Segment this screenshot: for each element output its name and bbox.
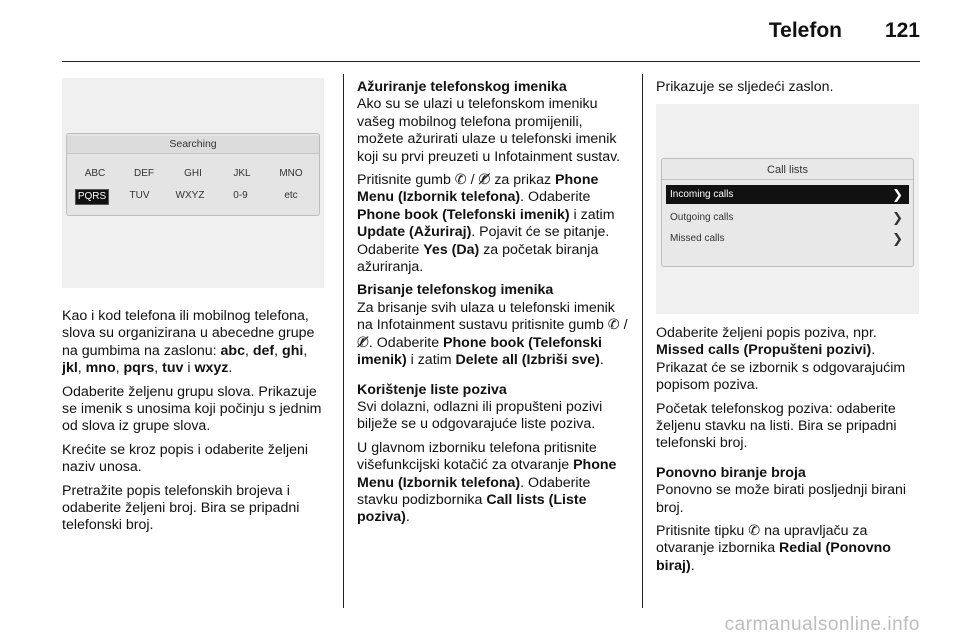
section-heading: Korištenje liste poziva	[357, 381, 507, 398]
key-0-9: 0-9	[233, 190, 248, 201]
section-heading: Ponovno biranje broja	[656, 464, 806, 481]
key-pqrs: PQRS	[75, 189, 109, 205]
key-abc: ABC	[84, 168, 106, 179]
phone-icon: ✆	[748, 523, 761, 540]
keypad-row	[75, 167, 311, 181]
paragraph: Odaberite željeni popis poziva, npr. Missed calls (Propušteni pozivi). Prikazat će se izbornik s odgovarajućim popisom poziva.	[656, 325, 906, 394]
call-lists-title: Call lists	[662, 162, 913, 180]
column-middle	[357, 79, 633, 533]
list-item-label: Outgoing calls	[670, 212, 734, 223]
paragraph: Prikazuje se sljedeći zaslon.	[656, 79, 834, 95]
paragraph: Pritisnite tipku ✆ na upravljaču za otvaranje izbornika Redial (Ponovno biraj).	[656, 523, 891, 574]
paragraph: Kao i kod telefona ili mobilnog telefona, slova su organizirana u abecedne grupe na gumbima na zaslonu: abc, def, ghi, jkl, mno, pqrs, tuv i wxyz.	[62, 308, 315, 377]
keypad-screen-image	[62, 78, 324, 288]
key-tuv: TUV	[129, 190, 150, 201]
key-ghi: GHI	[184, 168, 202, 179]
column-divider	[642, 74, 643, 608]
paragraph: Početak telefonskog poziva: odaberite željenu stavku na listi. Bira se pripadni telefonski broj.	[656, 400, 897, 452]
key-jkl: JKL	[233, 168, 251, 179]
paragraph: Ako su se ulazi u telefonskom imeniku vašeg mobilnog telefona promijenili, možete ažurirati ulaze u telefonski imenik koji su prvi preuzeti u Infotainment sustav.	[357, 96, 621, 165]
chevron-right-icon: ❯	[892, 187, 903, 202]
phone-icon: ✆	[607, 317, 620, 334]
header-rule	[62, 61, 920, 62]
chevron-right-icon: ❯	[892, 231, 903, 246]
call-lists-display	[661, 158, 914, 267]
column-right-lower	[656, 325, 926, 581]
page-header	[0, 0, 960, 62]
page-number: 121	[884, 19, 920, 42]
paragraph: Krećite se kroz popis i odaberite željeni naziv unosa.	[62, 441, 309, 476]
paragraph: Pritisnite gumb ✆ / ✆̸ za prikaz Phone Menu (Izbornik telefona). Odaberite Phone book (Telefonski imenik) i zatim Update (Ažuriraj). Pojavit će se pitanje. Odaberite Yes (Da) za početak biranja ažuriranja.	[357, 172, 615, 276]
key-mno: MNO	[279, 168, 303, 179]
phone-off-icon: ✆̸	[357, 334, 369, 351]
paragraph: Odaberite željenu grupu slova. Prikazuje se imenik s unosima koji počinju s jednim od slova iz grupe slova.	[62, 383, 322, 435]
paragraph: Ponovno se može birati posljednji birani broj.	[656, 482, 906, 516]
paragraph: Pretražite popis telefonskih brojeva i odaberite željeni broj. Bira se pripadni telefonski broj.	[62, 482, 300, 534]
chapter-title: Telefon	[768, 19, 842, 42]
list-item-incoming-calls	[666, 185, 909, 204]
key-etc: etc	[284, 190, 298, 201]
section-heading: Ažuriranje telefonskog imenika	[357, 79, 567, 95]
keypad-title: Searching	[67, 136, 319, 154]
list-item-label: Missed calls	[670, 233, 725, 244]
call-lists-screen-image	[656, 104, 919, 314]
keypad-display	[66, 133, 320, 216]
key-def: DEF	[134, 168, 154, 179]
chevron-right-icon: ❯	[892, 210, 903, 225]
keypad-row	[75, 189, 311, 205]
list-item-outgoing-calls	[666, 208, 909, 227]
watermark: carmanualsonline.info	[724, 614, 920, 635]
phone-icon: ✆	[454, 172, 467, 189]
key-wxyz: WXYZ	[175, 190, 205, 201]
list-item-missed-calls	[666, 229, 909, 248]
paragraph: Svi dolazni, odlazni ili propušteni pozivi bilježe se u odgovarajuće liste poziva.	[357, 398, 603, 433]
column-right	[656, 79, 926, 102]
paragraph: U glavnom izborniku telefona pritisnite višefunkcijski kotačić za otvaranje Phone Menu (Izbornik telefona). Odaberite stavku podizbornika Call lists (Liste poziva).	[357, 439, 617, 526]
section-heading: Brisanje telefonskog imenika	[357, 282, 554, 299]
phone-off-icon: ✆̸	[478, 172, 491, 189]
paragraph: Za brisanje svih ulaza u telefonski imenik na Infotainment sustavu pritisnite gumb ✆ / ✆̸. Odaberite Phone book (Telefonski imenik) i zatim Delete all (Izbriši sve).	[357, 299, 628, 369]
list-item-label: Incoming calls	[670, 189, 734, 200]
column-left	[62, 308, 330, 541]
column-divider	[343, 74, 344, 608]
